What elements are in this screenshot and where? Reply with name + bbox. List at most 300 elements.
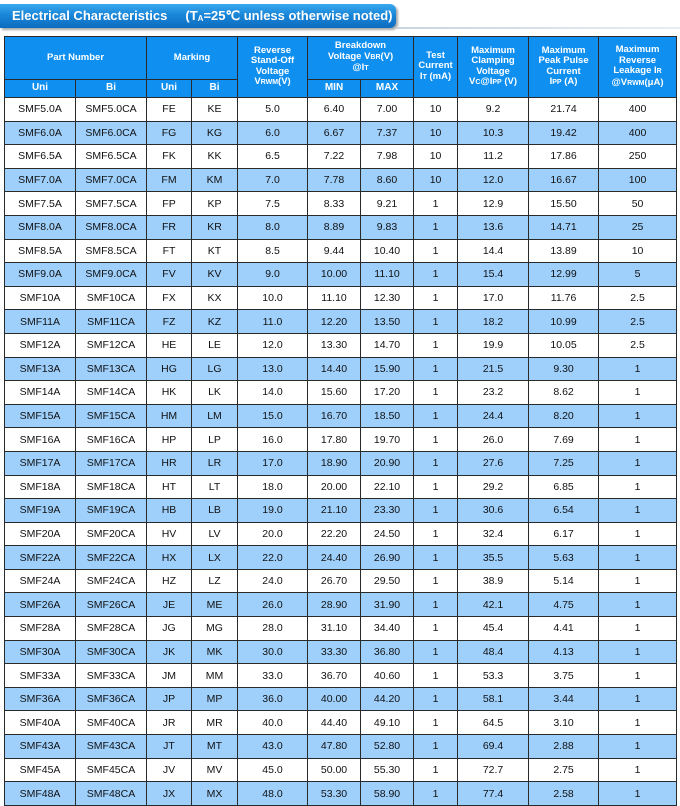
table-row xyxy=(5,451,677,475)
cell-vrwm: 9.0 xyxy=(238,263,308,287)
header-marking: Marking xyxy=(147,37,238,80)
cell-vbr-max: 11.10 xyxy=(361,263,414,287)
cell-vbr-max: 10.40 xyxy=(361,239,414,263)
section-title: Electrical Characteristics xyxy=(12,8,168,23)
cell-reverse-leakage: 1 xyxy=(599,640,677,664)
cell-part-uni: SMF12A xyxy=(5,333,76,357)
cell-vbr-min: 17.80 xyxy=(308,428,361,452)
cell-part-uni: SMF40A xyxy=(5,711,76,735)
cell-reverse-leakage: 100 xyxy=(599,168,677,192)
cell-part-bi: SMF48CA xyxy=(76,782,147,806)
cell-vbr-min: 14.40 xyxy=(308,357,361,381)
cell-part-bi: SMF43CA xyxy=(76,735,147,759)
cell-vbr-min: 8.33 xyxy=(308,192,361,216)
cell-test-current: 1 xyxy=(414,333,458,357)
cell-marking-uni: FR xyxy=(147,215,192,239)
cell-marking-bi: LM xyxy=(192,404,238,428)
cell-test-current: 1 xyxy=(414,499,458,523)
cell-vbr-max: 49.10 xyxy=(361,711,414,735)
cell-test-current: 1 xyxy=(414,782,458,806)
cell-peak-pulse-current: 9.30 xyxy=(529,357,599,381)
cell-vbr-min: 22.20 xyxy=(308,522,361,546)
cell-vbr-min: 24.40 xyxy=(308,546,361,570)
cell-vrwm: 5.0 xyxy=(238,98,308,122)
cell-part-bi: SMF26CA xyxy=(76,593,147,617)
cell-marking-uni: JE xyxy=(147,593,192,617)
table-row xyxy=(5,310,677,334)
cell-reverse-leakage: 1 xyxy=(599,357,677,381)
cell-part-uni: SMF10A xyxy=(5,286,76,310)
cell-marking-uni: HZ xyxy=(147,569,192,593)
cell-vbr-max: 31.90 xyxy=(361,593,414,617)
table-row xyxy=(5,404,677,428)
cell-test-current: 1 xyxy=(414,735,458,759)
header-vbr-min: MIN xyxy=(308,80,361,98)
table-row xyxy=(5,263,677,287)
cell-test-current: 1 xyxy=(414,451,458,475)
cell-marking-uni: FV xyxy=(147,263,192,287)
cell-reverse-leakage: 400 xyxy=(599,121,677,145)
cell-test-current: 10 xyxy=(414,98,458,122)
cell-part-uni: SMF18A xyxy=(5,475,76,499)
cell-vbr-max: 7.98 xyxy=(361,145,414,169)
cell-part-bi: SMF13CA xyxy=(76,357,147,381)
table-row xyxy=(5,121,677,145)
table-row xyxy=(5,145,677,169)
cell-part-bi: SMF22CA xyxy=(76,546,147,570)
cell-part-bi: SMF6.5CA xyxy=(76,145,147,169)
table-row xyxy=(5,735,677,759)
cell-marking-bi: LE xyxy=(192,333,238,357)
cell-part-uni: SMF48A xyxy=(5,782,76,806)
cell-peak-pulse-current: 16.67 xyxy=(529,168,599,192)
cell-clamping-voltage: 15.4 xyxy=(458,263,529,287)
cell-part-uni: SMF5.0A xyxy=(5,98,76,122)
cell-part-bi: SMF33CA xyxy=(76,664,147,688)
cell-reverse-leakage: 1 xyxy=(599,404,677,428)
cell-peak-pulse-current: 2.58 xyxy=(529,782,599,806)
cell-test-current: 10 xyxy=(414,145,458,169)
cell-peak-pulse-current: 6.54 xyxy=(529,499,599,523)
cell-marking-bi: KM xyxy=(192,168,238,192)
cell-part-uni: SMF24A xyxy=(5,569,76,593)
cell-vbr-min: 36.70 xyxy=(308,664,361,688)
cell-part-bi: SMF24CA xyxy=(76,569,147,593)
cell-reverse-leakage: 2.5 xyxy=(599,286,677,310)
cell-marking-uni: FX xyxy=(147,286,192,310)
cell-vbr-min: 53.30 xyxy=(308,782,361,806)
header-part-bi: Bi xyxy=(76,80,147,98)
header-vbr-max: MAX xyxy=(361,80,414,98)
cell-vbr-min: 40.00 xyxy=(308,687,361,711)
cell-reverse-leakage: 1 xyxy=(599,687,677,711)
cell-reverse-leakage: 250 xyxy=(599,145,677,169)
cell-vbr-min: 11.10 xyxy=(308,286,361,310)
table-row xyxy=(5,499,677,523)
cell-marking-bi: LB xyxy=(192,499,238,523)
cell-reverse-leakage: 1 xyxy=(599,735,677,759)
cell-marking-uni: FP xyxy=(147,192,192,216)
electrical-characteristics-table xyxy=(4,36,677,806)
cell-marking-bi: MG xyxy=(192,617,238,641)
cell-clamping-voltage: 64.5 xyxy=(458,711,529,735)
cell-vbr-max: 40.60 xyxy=(361,664,414,688)
cell-marking-bi: MM xyxy=(192,664,238,688)
cell-part-uni: SMF11A xyxy=(5,310,76,334)
cell-vbr-min: 6.67 xyxy=(308,121,361,145)
cell-peak-pulse-current: 4.41 xyxy=(529,617,599,641)
table-row xyxy=(5,711,677,735)
cell-part-uni: SMF17A xyxy=(5,451,76,475)
cell-part-bi: SMF11CA xyxy=(76,310,147,334)
cell-vbr-min: 12.20 xyxy=(308,310,361,334)
cell-test-current: 1 xyxy=(414,475,458,499)
cell-test-current: 1 xyxy=(414,593,458,617)
cell-peak-pulse-current: 13.89 xyxy=(529,239,599,263)
cell-reverse-leakage: 400 xyxy=(599,98,677,122)
cell-marking-uni: FZ xyxy=(147,310,192,334)
cell-marking-bi: MP xyxy=(192,687,238,711)
cell-vrwm: 15.0 xyxy=(238,404,308,428)
cell-reverse-leakage: 1 xyxy=(599,499,677,523)
table-row xyxy=(5,286,677,310)
cell-part-bi: SMF40CA xyxy=(76,711,147,735)
cell-part-uni: SMF14A xyxy=(5,381,76,405)
cell-peak-pulse-current: 17.86 xyxy=(529,145,599,169)
cell-marking-bi: KV xyxy=(192,263,238,287)
cell-clamping-voltage: 21.5 xyxy=(458,357,529,381)
cell-clamping-voltage: 38.9 xyxy=(458,569,529,593)
cell-marking-bi: LT xyxy=(192,475,238,499)
cell-test-current: 1 xyxy=(414,263,458,287)
cell-vbr-min: 9.44 xyxy=(308,239,361,263)
cell-marking-bi: KR xyxy=(192,215,238,239)
cell-vbr-max: 26.90 xyxy=(361,546,414,570)
cell-clamping-voltage: 12.9 xyxy=(458,192,529,216)
cell-clamping-voltage: 32.4 xyxy=(458,522,529,546)
divider xyxy=(396,27,680,29)
cell-clamping-voltage: 48.4 xyxy=(458,640,529,664)
cell-peak-pulse-current: 7.69 xyxy=(529,428,599,452)
table-row xyxy=(5,98,677,122)
header-reverse-leakage: Maximum Reverse Leakage IR @VRWM(μA) xyxy=(599,37,677,98)
cell-part-uni: SMF13A xyxy=(5,357,76,381)
cell-marking-bi: LG xyxy=(192,357,238,381)
header-test-current: Test Current IT (mA) xyxy=(414,37,458,98)
cell-part-uni: SMF43A xyxy=(5,735,76,759)
cell-clamping-voltage: 42.1 xyxy=(458,593,529,617)
cell-vbr-max: 12.30 xyxy=(361,286,414,310)
cell-marking-uni: HX xyxy=(147,546,192,570)
cell-peak-pulse-current: 2.75 xyxy=(529,758,599,782)
cell-part-bi: SMF8.0CA xyxy=(76,215,147,239)
cell-part-uni: SMF7.0A xyxy=(5,168,76,192)
cell-vrwm: 8.0 xyxy=(238,215,308,239)
cell-peak-pulse-current: 15.50 xyxy=(529,192,599,216)
cell-vbr-min: 50.00 xyxy=(308,758,361,782)
cell-clamping-voltage: 26.0 xyxy=(458,428,529,452)
cell-marking-uni: JT xyxy=(147,735,192,759)
cell-test-current: 1 xyxy=(414,310,458,334)
cell-test-current: 10 xyxy=(414,121,458,145)
cell-vrwm: 12.0 xyxy=(238,333,308,357)
cell-vbr-max: 52.80 xyxy=(361,735,414,759)
cell-marking-bi: MT xyxy=(192,735,238,759)
cell-vbr-min: 6.40 xyxy=(308,98,361,122)
cell-vbr-min: 18.90 xyxy=(308,451,361,475)
table-row xyxy=(5,357,677,381)
cell-test-current: 1 xyxy=(414,664,458,688)
table-row xyxy=(5,168,677,192)
cell-test-current: 1 xyxy=(414,687,458,711)
cell-peak-pulse-current: 19.42 xyxy=(529,121,599,145)
cell-part-bi: SMF19CA xyxy=(76,499,147,523)
cell-vrwm: 6.5 xyxy=(238,145,308,169)
cell-peak-pulse-current: 11.76 xyxy=(529,286,599,310)
header-clamping-voltage: Maximum Clamping Voltage VC@IPP (V) xyxy=(458,37,529,98)
table-row xyxy=(5,239,677,263)
cell-vbr-max: 34.40 xyxy=(361,617,414,641)
cell-vbr-max: 20.90 xyxy=(361,451,414,475)
cell-vrwm: 36.0 xyxy=(238,687,308,711)
cell-vbr-max: 36.80 xyxy=(361,640,414,664)
table-row xyxy=(5,215,677,239)
cell-marking-bi: LZ xyxy=(192,569,238,593)
cell-part-bi: SMF9.0CA xyxy=(76,263,147,287)
cell-marking-uni: FM xyxy=(147,168,192,192)
cell-vbr-min: 33.30 xyxy=(308,640,361,664)
cell-reverse-leakage: 1 xyxy=(599,711,677,735)
cell-marking-uni: JG xyxy=(147,617,192,641)
cell-marking-uni: HT xyxy=(147,475,192,499)
cell-clamping-voltage: 53.3 xyxy=(458,664,529,688)
cell-vbr-max: 13.50 xyxy=(361,310,414,334)
cell-vbr-max: 7.37 xyxy=(361,121,414,145)
cell-marking-bi: ME xyxy=(192,593,238,617)
cell-vbr-max: 8.60 xyxy=(361,168,414,192)
cell-test-current: 1 xyxy=(414,569,458,593)
cell-part-uni: SMF7.5A xyxy=(5,192,76,216)
cell-vbr-max: 9.21 xyxy=(361,192,414,216)
cell-part-bi: SMF28CA xyxy=(76,617,147,641)
cell-part-uni: SMF8.0A xyxy=(5,215,76,239)
cell-peak-pulse-current: 5.63 xyxy=(529,546,599,570)
cell-clamping-voltage: 27.6 xyxy=(458,451,529,475)
cell-vrwm: 45.0 xyxy=(238,758,308,782)
table-row xyxy=(5,381,677,405)
cell-peak-pulse-current: 4.13 xyxy=(529,640,599,664)
cell-clamping-voltage: 72.7 xyxy=(458,758,529,782)
cell-marking-bi: LR xyxy=(192,451,238,475)
cell-marking-bi: KK xyxy=(192,145,238,169)
cell-clamping-voltage: 24.4 xyxy=(458,404,529,428)
cell-test-current: 1 xyxy=(414,286,458,310)
cell-part-bi: SMF7.0CA xyxy=(76,168,147,192)
table-row xyxy=(5,687,677,711)
cell-clamping-voltage: 18.2 xyxy=(458,310,529,334)
cell-part-uni: SMF28A xyxy=(5,617,76,641)
table-row xyxy=(5,640,677,664)
cell-marking-bi: KP xyxy=(192,192,238,216)
header-breakdown-voltage: Breakdown Voltage VBR(V) @IT xyxy=(308,37,414,80)
cell-test-current: 1 xyxy=(414,758,458,782)
cell-peak-pulse-current: 6.85 xyxy=(529,475,599,499)
cell-vrwm: 16.0 xyxy=(238,428,308,452)
cell-vbr-max: 19.70 xyxy=(361,428,414,452)
table-row xyxy=(5,758,677,782)
cell-reverse-leakage: 50 xyxy=(599,192,677,216)
cell-vbr-max: 55.30 xyxy=(361,758,414,782)
cell-vbr-max: 15.90 xyxy=(361,357,414,381)
cell-vrwm: 48.0 xyxy=(238,782,308,806)
cell-clamping-voltage: 69.4 xyxy=(458,735,529,759)
cell-marking-bi: MX xyxy=(192,782,238,806)
cell-reverse-leakage: 1 xyxy=(599,451,677,475)
cell-vbr-min: 21.10 xyxy=(308,499,361,523)
cell-marking-bi: LP xyxy=(192,428,238,452)
cell-test-current: 1 xyxy=(414,381,458,405)
cell-peak-pulse-current: 4.75 xyxy=(529,593,599,617)
cell-vbr-min: 16.70 xyxy=(308,404,361,428)
cell-clamping-voltage: 30.6 xyxy=(458,499,529,523)
cell-vrwm: 20.0 xyxy=(238,522,308,546)
cell-vrwm: 10.0 xyxy=(238,286,308,310)
cell-marking-uni: JX xyxy=(147,782,192,806)
cell-vbr-max: 24.50 xyxy=(361,522,414,546)
cell-reverse-leakage: 1 xyxy=(599,758,677,782)
cell-vbr-min: 7.22 xyxy=(308,145,361,169)
cell-part-bi: SMF20CA xyxy=(76,522,147,546)
header-marking-uni: Uni xyxy=(147,80,192,98)
cell-peak-pulse-current: 3.75 xyxy=(529,664,599,688)
cell-reverse-leakage: 1 xyxy=(599,593,677,617)
cell-marking-uni: JV xyxy=(147,758,192,782)
cell-peak-pulse-current: 5.14 xyxy=(529,569,599,593)
cell-test-current: 1 xyxy=(414,192,458,216)
cell-marking-bi: LV xyxy=(192,522,238,546)
cell-marking-bi: KG xyxy=(192,121,238,145)
cell-reverse-leakage: 1 xyxy=(599,428,677,452)
cell-part-uni: SMF6.0A xyxy=(5,121,76,145)
cell-reverse-leakage: 5 xyxy=(599,263,677,287)
cell-vbr-max: 9.83 xyxy=(361,215,414,239)
table-row xyxy=(5,546,677,570)
cell-reverse-leakage: 1 xyxy=(599,782,677,806)
cell-peak-pulse-current: 14.71 xyxy=(529,215,599,239)
cell-reverse-leakage: 2.5 xyxy=(599,310,677,334)
cell-marking-bi: MK xyxy=(192,640,238,664)
cell-reverse-leakage: 25 xyxy=(599,215,677,239)
cell-part-bi: SMF10CA xyxy=(76,286,147,310)
cell-reverse-leakage: 2.5 xyxy=(599,333,677,357)
cell-vrwm: 24.0 xyxy=(238,569,308,593)
cell-marking-bi: MV xyxy=(192,758,238,782)
cell-vbr-min: 44.40 xyxy=(308,711,361,735)
cell-marking-bi: MR xyxy=(192,711,238,735)
cell-vrwm: 22.0 xyxy=(238,546,308,570)
table-row xyxy=(5,428,677,452)
cell-clamping-voltage: 35.5 xyxy=(458,546,529,570)
cell-marking-bi: LX xyxy=(192,546,238,570)
cell-clamping-voltage: 77.4 xyxy=(458,782,529,806)
cell-marking-uni: HE xyxy=(147,333,192,357)
cell-peak-pulse-current: 7.25 xyxy=(529,451,599,475)
cell-clamping-voltage: 45.4 xyxy=(458,617,529,641)
cell-clamping-voltage: 9.2 xyxy=(458,98,529,122)
cell-part-bi: SMF6.0CA xyxy=(76,121,147,145)
cell-vrwm: 43.0 xyxy=(238,735,308,759)
cell-vbr-max: 18.50 xyxy=(361,404,414,428)
cell-peak-pulse-current: 6.17 xyxy=(529,522,599,546)
cell-clamping-voltage: 13.6 xyxy=(458,215,529,239)
header-marking-bi: Bi xyxy=(192,80,238,98)
cell-part-uni: SMF15A xyxy=(5,404,76,428)
cell-vbr-min: 28.90 xyxy=(308,593,361,617)
cell-reverse-leakage: 1 xyxy=(599,522,677,546)
cell-marking-bi: KX xyxy=(192,286,238,310)
test-condition: ($T_A=25℃$ unless otherwise noted) xyxy=(185,8,393,23)
cell-peak-pulse-current: 10.05 xyxy=(529,333,599,357)
cell-vbr-min: 7.78 xyxy=(308,168,361,192)
cell-vbr-min: 31.10 xyxy=(308,617,361,641)
cell-part-uni: SMF45A xyxy=(5,758,76,782)
cell-vbr-max: 17.20 xyxy=(361,381,414,405)
table-row xyxy=(5,617,677,641)
table-row xyxy=(5,475,677,499)
cell-vbr-max: 7.00 xyxy=(361,98,414,122)
cell-part-uni: SMF16A xyxy=(5,428,76,452)
cell-part-bi: SMF36CA xyxy=(76,687,147,711)
cell-vrwm: 33.0 xyxy=(238,664,308,688)
cell-vrwm: 26.0 xyxy=(238,593,308,617)
table-row xyxy=(5,782,677,806)
cell-vrwm: 13.0 xyxy=(238,357,308,381)
cell-clamping-voltage: 19.9 xyxy=(458,333,529,357)
cell-test-current: 1 xyxy=(414,239,458,263)
cell-part-bi: SMF18CA xyxy=(76,475,147,499)
cell-reverse-leakage: 1 xyxy=(599,381,677,405)
cell-vrwm: 11.0 xyxy=(238,310,308,334)
cell-reverse-leakage: 1 xyxy=(599,475,677,499)
cell-marking-uni: JM xyxy=(147,664,192,688)
cell-vbr-max: 44.20 xyxy=(361,687,414,711)
cell-vbr-max: 23.30 xyxy=(361,499,414,523)
cell-vbr-min: 20.00 xyxy=(308,475,361,499)
cell-marking-uni: FT xyxy=(147,239,192,263)
table-row xyxy=(5,664,677,688)
cell-peak-pulse-current: 12.99 xyxy=(529,263,599,287)
cell-vbr-max: 14.70 xyxy=(361,333,414,357)
header-part-uni: Uni xyxy=(5,80,76,98)
cell-clamping-voltage: 14.4 xyxy=(458,239,529,263)
cell-part-bi: SMF5.0CA xyxy=(76,98,147,122)
cell-part-uni: SMF6.5A xyxy=(5,145,76,169)
header-peak-pulse-current: Maximum Peak Pulse Current IPP (A) xyxy=(529,37,599,98)
cell-test-current: 1 xyxy=(414,404,458,428)
cell-part-bi: SMF8.5CA xyxy=(76,239,147,263)
cell-marking-bi: KT xyxy=(192,239,238,263)
cell-marking-uni: HK xyxy=(147,381,192,405)
cell-part-bi: SMF12CA xyxy=(76,333,147,357)
cell-vrwm: 18.0 xyxy=(238,475,308,499)
table-row xyxy=(5,522,677,546)
header-part-number: Part Number xyxy=(5,37,147,80)
cell-marking-uni: HR xyxy=(147,451,192,475)
cell-part-uni: SMF26A xyxy=(5,593,76,617)
cell-marking-uni: FK xyxy=(147,145,192,169)
cell-peak-pulse-current: 3.10 xyxy=(529,711,599,735)
cell-test-current: 1 xyxy=(414,617,458,641)
